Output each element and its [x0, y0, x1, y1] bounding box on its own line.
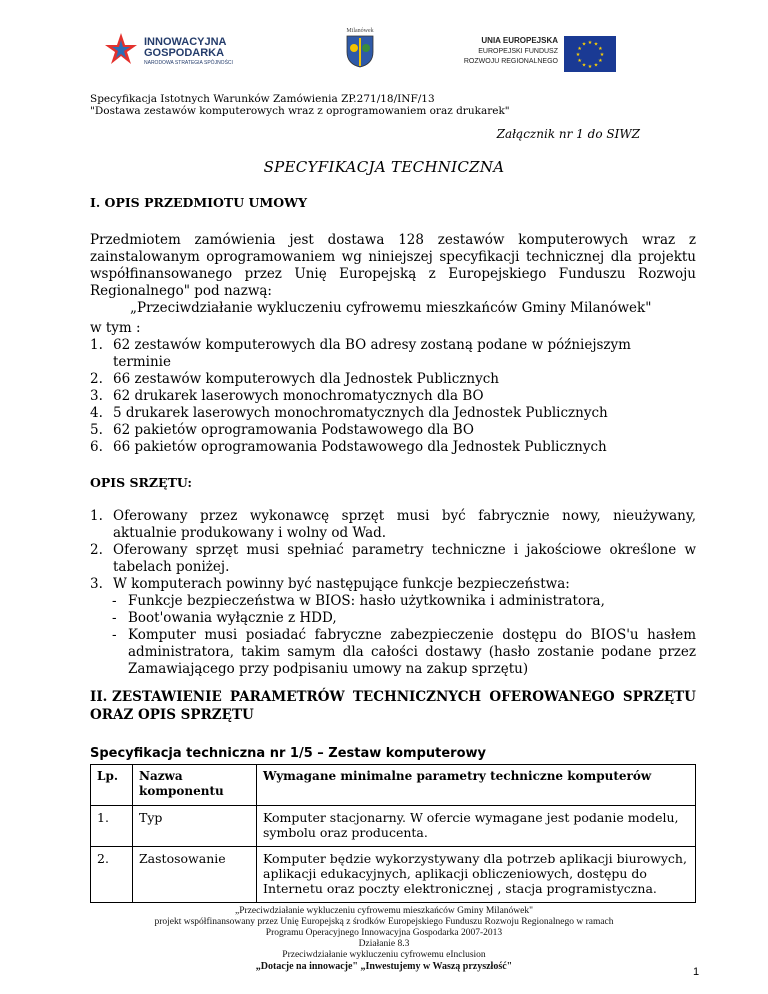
cell-desc: Komputer będzie wykorzystywany dla potrzeb aplikacji biurowych, aplikacji edukacyjnych, aplikacji obliczeniowych, dostępu do Internetu oraz poczty elektronicznej , stacja programistyczna.: [257, 847, 696, 903]
list-item: 5. 62 pakietów oprogramowania Podstawowego dla BO: [90, 422, 474, 438]
cell-lp: 2.: [91, 847, 133, 903]
table-row: [91, 847, 696, 903]
svg-text:★: ★: [593, 62, 599, 69]
section1-list: [90, 337, 690, 456]
table-row: [91, 806, 696, 847]
logo-ig-line3: NARODOWA STRATEGIA SPÓJNOŚCI: [144, 60, 233, 66]
col-header-lp: Lp.: [91, 765, 133, 806]
svg-text:★: ★: [598, 58, 603, 64]
sub-list-item: - Komputer musi posiadać fabryczne zabezpieczenie dostępu do BIOS'u hasłem administratora, takim samym dla całości dostawy (hasło zostanie podane przez Zamawiającego przy podpisaniu umowy na zakup sprzętu): [112, 627, 696, 677]
section2-heading: II. ZESTAWIENIE PARAMETRÓW TECHNICZNYCH OFEROWANEGO SPRZĘTU ORAZ OPIS SPRZĘTU: [90, 689, 696, 723]
milanowek-logo: [340, 28, 380, 72]
milanowek-caption: Milanówek: [346, 28, 374, 34]
svg-text:★: ★: [599, 52, 605, 58]
eu-logo-text: [440, 36, 558, 67]
svg-text:★: ★: [575, 52, 581, 58]
col-header-name: Nazwa komponentu: [133, 765, 257, 806]
footer-line3: Programu Operacyjnego Innowacyjna Gospodarka 2007-2013: [265, 928, 503, 938]
wtym-label: w tym :: [90, 320, 141, 336]
svg-text:★: ★: [593, 41, 599, 48]
innowacyjna-gospodarka-logo: [104, 32, 233, 66]
cell-name: Zastosowanie: [133, 847, 257, 903]
opis-heading: OPIS SRZĘTU:: [90, 475, 192, 490]
list-item: 2. Oferowany sprzęt musi spełniać parametry techniczne i jakościowe określone w tabelach poniżej.: [90, 542, 696, 575]
list-item: 4. 5 drukarek laserowych monochromatycznych dla Jednostek Publicznych: [90, 405, 608, 421]
svg-text:★: ★: [581, 62, 587, 69]
cell-name: Typ: [133, 806, 257, 847]
list-item: 2. 66 zestawów komputerowych dla Jednostek Publicznych: [90, 371, 499, 387]
svg-text:★: ★: [587, 40, 593, 46]
header-line1: Specyfikacja Istotnych Warunków Zamówienia ZP.271/18/INF/13: [90, 93, 435, 105]
col-header-params: Wymagane minimalne parametry techniczne komputerów: [257, 765, 696, 806]
section1-heading: I. OPIS PRZEDMIOTU UMOWY: [90, 195, 308, 210]
eu-logo-line2: EUROPEJSKI FUNDUSZ: [478, 48, 558, 55]
section1-paragraph: [90, 232, 696, 317]
header-line2: "Dostawa zestawów komputerowych wraz z oprogramowaniem oraz drukarek": [90, 105, 510, 117]
list-item: 1. Oferowany przez wykonawcę sprzęt musi być fabrycznie nowy, nieużywany, aktualnie produkowany i wolny od Wad.: [90, 508, 696, 541]
page-number: 1: [693, 966, 700, 978]
table-header-row: [91, 765, 696, 806]
eu-logo-line1: UNIA EUROPEJSKA: [481, 36, 558, 45]
footer-line2: projekt współfinansowany przez Unię Europejską z środków Europejskiego Funduszu Rozwoju Regionalnego w ramach: [154, 917, 614, 927]
section1-paragraph-text: Przedmiotem zamówienia jest dostawa 128 zestawów komputerowych wraz z zainstalowanym oprogramowaniem wg niniejszej specyfikacji technicznej dla projektu współfinansowanego przez Unię Europejską z Europejskiego Funduszu Rozwoju Regionalnego" pod nazwą:: [90, 232, 696, 299]
footer-line4: Działanie 8.3: [358, 939, 410, 949]
sub-list-item: - Funkcje bezpieczeństwa w BIOS: hasło użytkownika i administratora,: [112, 593, 605, 609]
spec-table: [90, 764, 696, 903]
cell-lp: 1.: [91, 806, 133, 847]
svg-text:★: ★: [598, 46, 603, 52]
list-item: 1. 62 zestawów komputerowych dla BO adresy zostaną podane w późniejszym terminie: [90, 337, 631, 370]
svg-text:★: ★: [577, 58, 582, 64]
section2-heading-line2: ORAZ OPIS SPRZĘTU: [90, 707, 254, 723]
svg-text:★: ★: [587, 64, 593, 70]
logo-ig-line1: INNOWACYJNA: [144, 36, 227, 48]
document-header: [90, 93, 510, 117]
innowacyjna-logo-icon: [104, 32, 138, 66]
opis-list: [90, 508, 696, 678]
svg-text:★: ★: [577, 46, 582, 52]
sub-list-item: - Boot'owania wyłącznie z HDD,: [112, 610, 337, 626]
footer-line6: „Dotacje na innowacje" „Inwestujemy w Waszą przyszłość": [255, 961, 513, 972]
cell-desc: Komputer stacjonarny. W ofercie wymagane jest podanie modelu, symbolu oraz producenta.: [257, 806, 696, 847]
svg-text:★: ★: [581, 41, 587, 48]
milanowek-crest-icon: [345, 34, 375, 68]
page-footer: [0, 906, 768, 972]
eu-logo: [440, 36, 610, 72]
list-item: 6. 66 pakietów oprogramowania Podstawowego dla Jednostek Publicznych: [90, 439, 607, 455]
logo-ig-line2: GOSPODARKA: [144, 47, 225, 59]
spec-title: Specyfikacja techniczna nr 1/5 – Zestaw komputerowy: [90, 746, 486, 761]
page-title: SPECYFIKACJA TECHNICZNA: [263, 158, 505, 176]
list-item: 3. W komputerach powinny być następujące funkcje bezpieczeństwa:: [90, 576, 570, 592]
footer-line1: „Przeciwdziałanie wykluczeniu cyfrowemu mieszkańców Gminy Milanówek": [234, 906, 533, 916]
eu-flag-icon: [564, 36, 616, 72]
footer-line5: Przeciwdziałanie wykluczeniu cyfrowemu eInclusion: [282, 950, 486, 960]
list-item: 3. 62 drukarek laserowych monochromatycznych dla BO: [90, 388, 484, 404]
project-name-quote: „Przeciwdziałanie wykluczeniu cyfrowemu mieszkańców Gminy Milanówek": [130, 300, 652, 316]
eu-logo-line3: ROZWOJU REGIONALNEGO: [463, 58, 558, 65]
attachment-label: Załącznik nr 1 do SIWZ: [496, 127, 640, 141]
